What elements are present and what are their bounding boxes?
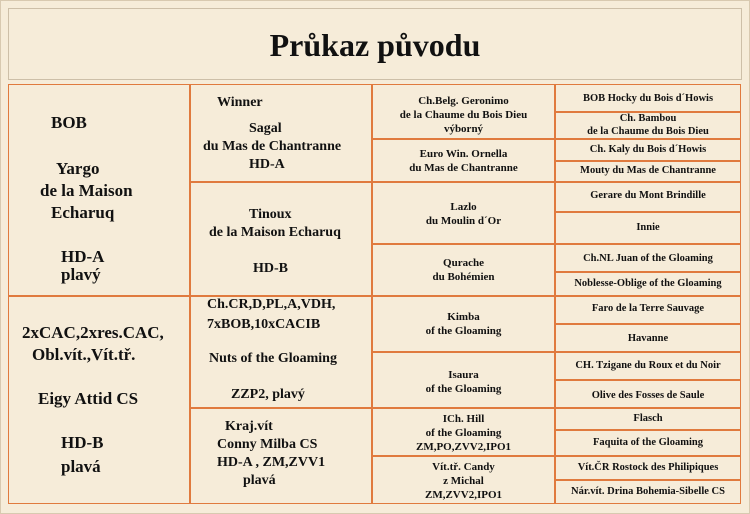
dam-name: Eigy Attid CS (38, 389, 139, 408)
g3-cell-1 (372, 84, 555, 139)
g3-8-line1: Vít.tř. Candy (432, 461, 495, 473)
g4-5-line1: Gerare du Mont Brindille (590, 190, 706, 201)
g4-cell-11 (555, 352, 741, 380)
g4-cell-6 (555, 212, 741, 244)
g3-5-line2: of the Gloaming (425, 325, 502, 337)
g3-4-line1: Qurache (443, 257, 484, 269)
g4-7-line1: Ch.NL Juan of the Gloaming (583, 253, 713, 264)
g4-9-line1: Faro de la Terre Sauvage (591, 303, 705, 314)
sire-title: BOB (51, 113, 87, 132)
g4-cell-1 (555, 84, 741, 112)
g4-cell-15 (555, 456, 741, 480)
g3-7-line2: of the Gloaming (425, 427, 502, 439)
g2-cell-4 (190, 408, 372, 504)
dam-cell (8, 296, 190, 504)
g4-cell-7 (555, 244, 741, 272)
g4-11-line1: CH. Tzigane du Roux et du Noir (575, 360, 721, 371)
g4-cell-9 (555, 296, 741, 324)
sire-name-1: Yargo (56, 159, 100, 178)
g3-8-line3: ZM,ZVV2,IPO1 (425, 489, 502, 501)
g4-1-line1: BOB Hocky du Bois d´Howis (582, 93, 714, 104)
g2-1-line3: du Mas de Chantranne (203, 139, 342, 154)
title-box (8, 8, 742, 80)
sire-name-2: de la Maison (40, 181, 133, 200)
g4-cell-4 (555, 161, 741, 182)
g4-10-line1: Havanne (627, 333, 669, 344)
g3-7-line1: ICh. Hill (442, 413, 485, 425)
g4-12-line1: Olive des Fosses de Saule (591, 390, 705, 401)
dam-titles-1: 2xCAC,2xres.CAC, (22, 323, 164, 342)
g4-cell-8 (555, 272, 741, 296)
g3-cell-3 (372, 182, 555, 244)
g2-4-line1: Kraj.vít (225, 419, 273, 434)
g2-2-line2: de la Maison Echaruq (209, 225, 341, 240)
g2-cell-2 (190, 182, 372, 296)
sire-cell (8, 84, 190, 296)
sire-name-3: Echaruq (51, 203, 115, 222)
g4-cell-14 (555, 430, 741, 456)
g2-2-line1: Tinoux (249, 207, 292, 222)
page-title: Průkaz původu (269, 27, 481, 63)
dam-titles-2: Obl.vít.,Vít.tř. (32, 345, 136, 364)
g2-4-line2: Conny Milba CS (217, 437, 318, 452)
g2-1-line4: HD-A (249, 157, 285, 172)
g4-cell-2 (555, 112, 741, 139)
g4-14-line1: Faquita of the Gloaming (593, 437, 703, 448)
g4-8-line1: Noblesse-Oblige of the Gloaming (574, 278, 722, 289)
g2-2-line3: HD-B (253, 261, 288, 276)
g3-1-line2: de la Chaume du Bois Dieu (399, 109, 528, 121)
g2-1-line2: Sagal (249, 121, 282, 136)
g4-13-line1: Flasch (633, 413, 663, 424)
g2-cell-3 (190, 296, 372, 408)
g4-2-line1: Ch. Bambou (619, 113, 677, 124)
g4-cell-13 (555, 408, 741, 430)
dam-hd: HD-B (61, 433, 104, 452)
g2-3-line3: Nuts of the Gloaming (209, 351, 337, 366)
g4-15-line1: Vít.ČR Rostock des Philipiques (577, 462, 719, 473)
g4-cell-3 (555, 139, 741, 161)
g3-7-line3: ZM,PO,ZVV2,IPO1 (415, 441, 512, 453)
g3-cell-5 (372, 296, 555, 352)
g2-3-line4: ZZP2, plavý (231, 387, 305, 402)
g3-4-line2: du Bohémien (432, 271, 495, 283)
g2-3-line1: Ch.CR,D,PL,A,VDH, (207, 297, 336, 312)
g4-cell-5 (555, 182, 741, 212)
g3-cell-4 (372, 244, 555, 296)
g4-cell-10 (555, 324, 741, 352)
g3-cell-2 (372, 139, 555, 182)
dam-color: plavá (61, 457, 101, 476)
g3-8-line2: z Michal (443, 475, 484, 487)
g2-3-line2: 7xBOB,10xCACIB (207, 317, 321, 332)
sire-color: plavý (61, 265, 101, 284)
g3-cell-8 (372, 456, 555, 504)
g4-3-line1: Ch. Kaly du Bois d´Howis (589, 144, 707, 155)
g3-1-line3: výborný (443, 123, 484, 135)
g2-1-line1: Winner (217, 95, 263, 110)
g2-cell-1 (190, 84, 372, 182)
g4-6-line1: Innie (636, 222, 660, 233)
g4-16-line1: Nár.vít. Drina Bohemia-Sibelle CS (571, 486, 725, 497)
g3-6-line1: Isaura (448, 369, 479, 381)
g3-2-line2: du Mas de Chantranne (409, 162, 518, 174)
g3-cell-6 (372, 352, 555, 408)
g3-1-line1: Ch.Belg. Geronimo (418, 95, 509, 107)
g4-4-line1: Mouty du Mas de Chantranne (580, 165, 716, 176)
g3-3-line2: du Moulin d´Or (425, 215, 502, 227)
g3-5-line1: Kimba (447, 311, 480, 323)
sire-hd: HD-A (61, 247, 105, 266)
g4-2-line2: de la Chaume du Bois Dieu (587, 126, 709, 137)
g3-2-line1: Euro Win. Ornella (419, 148, 508, 160)
g4-cell-12 (555, 380, 741, 408)
g3-cell-7 (372, 408, 555, 456)
g3-3-line1: Lazlo (450, 201, 477, 213)
g2-4-line4: plavá (243, 473, 276, 488)
g2-4-line3: HD-A , ZM,ZVV1 (217, 455, 326, 470)
g4-cell-16 (555, 480, 741, 504)
g3-6-line2: of the Gloaming (425, 383, 502, 395)
